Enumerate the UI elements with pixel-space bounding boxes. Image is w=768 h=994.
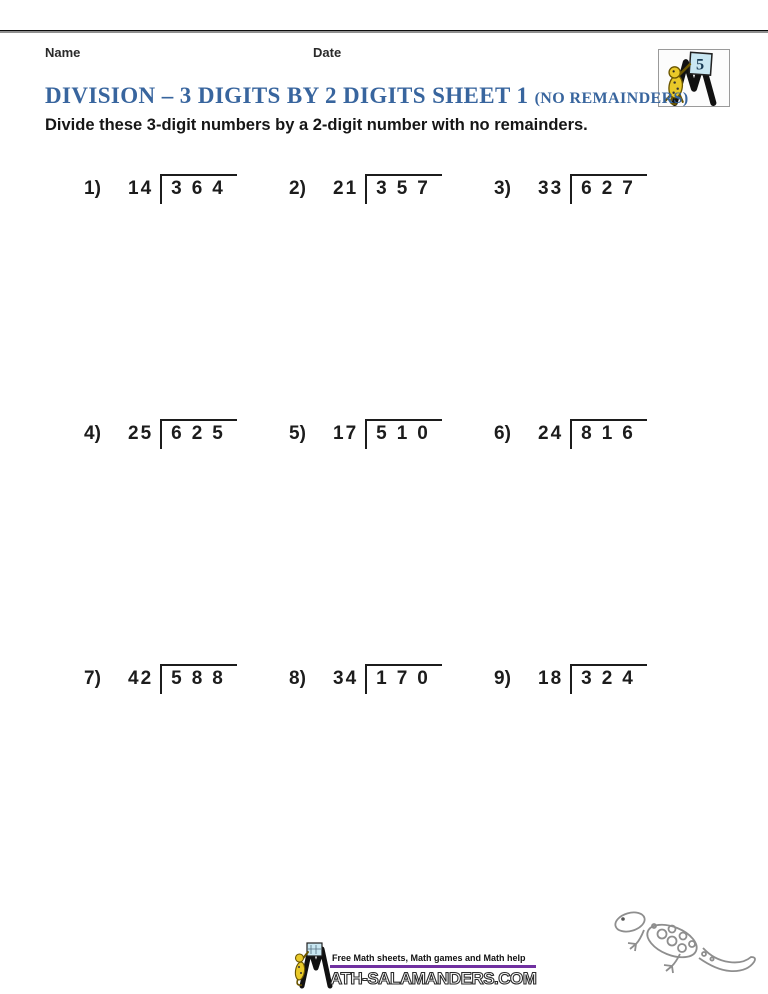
divisor: 14 bbox=[128, 178, 154, 199]
problem-number: 7) bbox=[84, 668, 101, 689]
dividend-under-bracket: 324 bbox=[570, 664, 647, 694]
division-problem-8 bbox=[289, 664, 442, 694]
footer-tagline: Free Math sheets, Math games and Math help bbox=[330, 953, 536, 968]
divisor: 18 bbox=[538, 668, 564, 689]
dividend-under-bracket: 588 bbox=[160, 664, 237, 694]
problem-number: 2) bbox=[289, 178, 306, 199]
problem-number: 4) bbox=[84, 423, 101, 444]
division-problem-6 bbox=[494, 419, 647, 449]
title-main: DIVISION – 3 DIGITS BY 2 DIGITS SHEET 1 bbox=[45, 83, 529, 108]
divisor: 24 bbox=[538, 423, 564, 444]
salamander-easel-icon bbox=[293, 941, 335, 989]
footer-brand bbox=[293, 941, 536, 989]
gecko-icon bbox=[604, 896, 764, 976]
problem-number: 3) bbox=[494, 178, 511, 199]
problem-number: 9) bbox=[494, 668, 511, 689]
footer-text-block bbox=[330, 953, 536, 989]
dividend-under-bracket: 625 bbox=[160, 419, 237, 449]
dividend-under-bracket: 816 bbox=[570, 419, 647, 449]
grade-badge: 5 bbox=[696, 54, 705, 74]
instruction-text: Divide these 3-digit numbers by a 2-digit number with no remainders. bbox=[45, 116, 588, 134]
division-problem-1 bbox=[84, 174, 237, 204]
dividend-under-bracket: 357 bbox=[365, 174, 442, 204]
divisor: 21 bbox=[333, 178, 359, 199]
division-problem-7 bbox=[84, 664, 237, 694]
problem-number: 1) bbox=[84, 178, 101, 199]
problem-number: 8) bbox=[289, 668, 306, 689]
division-problem-9 bbox=[494, 664, 647, 694]
divisor: 42 bbox=[128, 668, 154, 689]
name-label: Name bbox=[45, 45, 81, 60]
dividend-under-bracket: 510 bbox=[365, 419, 442, 449]
title-note: (NO REMAINDERS) bbox=[534, 90, 689, 107]
division-problem-3 bbox=[494, 174, 647, 204]
division-problem-4 bbox=[84, 419, 237, 449]
page-title bbox=[45, 83, 689, 109]
date-label: Date bbox=[313, 45, 342, 60]
top-divider bbox=[0, 30, 768, 33]
divisor: 33 bbox=[538, 178, 564, 199]
problem-number: 6) bbox=[494, 423, 511, 444]
divisor: 17 bbox=[333, 423, 359, 444]
problem-number: 5) bbox=[289, 423, 306, 444]
division-problem-5 bbox=[289, 419, 442, 449]
divisor: 34 bbox=[333, 668, 359, 689]
division-problem-2 bbox=[289, 174, 442, 204]
divisor: 25 bbox=[128, 423, 154, 444]
dividend-under-bracket: 627 bbox=[570, 174, 647, 204]
dividend-under-bracket: 364 bbox=[160, 174, 237, 204]
footer-site-name: ATH-SALAMANDERS.COM bbox=[330, 968, 537, 988]
dividend-under-bracket: 170 bbox=[365, 664, 442, 694]
